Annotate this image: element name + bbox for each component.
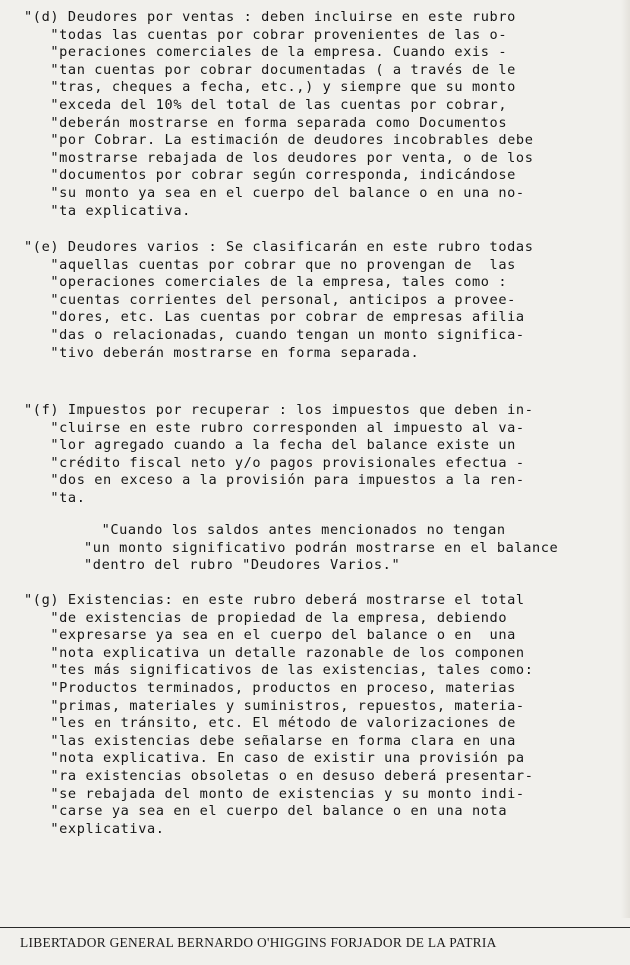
text-line: "un monto significativo podrán mostrarse en el balance — [84, 539, 559, 556]
text-line: "explicativa. — [24, 820, 165, 837]
text-line: "todas las cuentas por cobrar provenientes de las o- — [24, 26, 508, 43]
text-line: "ra existencias obsoletas o en desuso deberá presentar- — [24, 767, 534, 784]
text-line: "peraciones comerciales de la empresa. Cuando exis - — [24, 44, 508, 61]
text-line: "aquellas cuentas por cobrar que no provengan de las — [24, 256, 516, 273]
text-line: "tes más significativos de las existencias, tales como: — [24, 662, 534, 679]
text-line: "tan cuentas por cobrar documentadas ( a través de le — [24, 61, 516, 78]
paragraph-g-existencias — [24, 592, 533, 838]
text-line: "les en tránsito, etc. El método de valorizaciones de — [24, 715, 516, 732]
text-line: "(g) Existencias: en este rubro deberá mostrarse el total — [24, 592, 525, 608]
text-line: "nota explicativa un detalle razonable de los componen — [24, 644, 525, 661]
text-line: "tras, cheques a fecha, etc.,) y siempre que su monto — [24, 79, 516, 96]
text-line: "carse ya sea en el cuerpo del balance o en una nota — [24, 803, 508, 820]
text-line: "dos en exceso a la provisión para impuestos a la ren- — [24, 472, 525, 489]
paragraph-f-impuestos-por-recuperar — [24, 402, 533, 508]
paragraph-e-deudores-varios — [24, 239, 533, 362]
text-line: "ta explicativa. — [24, 202, 191, 219]
text-line: "primas, materiales y suministros, repuestos, materia- — [24, 697, 525, 714]
paragraph-d-deudores-por-ventas — [24, 9, 533, 220]
text-line: "ta. — [24, 489, 86, 506]
text-line: "deberán mostrarse en forma separada como Documentos — [24, 114, 508, 131]
text-line: "dores, etc. Las cuentas por cobrar de empresas afilia — [24, 309, 525, 326]
page-edge-shadow — [621, 0, 630, 918]
paragraph-note-saldos — [84, 522, 558, 575]
text-line: "lor agregado cuando a la fecha del balance existe un — [24, 437, 516, 454]
text-line: "cluirse en este rubro corresponden al impuesto al va- — [24, 419, 525, 436]
text-line: "operaciones comerciales de la empresa, tales como : — [24, 274, 508, 291]
text-line: "de existencias de propiedad de la empresa, debiendo — [24, 609, 508, 626]
text-line: "(d) Deudores por ventas : deben incluirse en este rubro — [24, 9, 516, 25]
text-line: "exceda del 10% del total de las cuentas por cobrar, — [24, 96, 508, 113]
text-line: "documentos por cobrar según corresponda, indicándose — [24, 167, 516, 184]
text-line: "Productos terminados, productos en proceso, materias — [24, 679, 516, 696]
text-line: "por Cobrar. La estimación de deudores incobrables debe — [24, 132, 534, 149]
text-line: "expresarse ya sea en el cuerpo del balance o en una — [24, 627, 516, 644]
text-line: "cuentas corrientes del personal, anticipos a provee- — [24, 291, 516, 308]
text-line: "(e) Deudores varios : Se clasificarán en este rubro todas — [24, 239, 534, 255]
text-line: "nota explicativa. En caso de existir una provisión pa — [24, 750, 525, 767]
text-line: "las existencias debe señalarse en forma clara en una — [24, 732, 516, 749]
text-line: "das o relacionadas, cuando tengan un monto significa- — [24, 326, 525, 343]
text-line: "su monto ya sea en el cuerpo del balance o en una no- — [24, 184, 525, 201]
text-line: "dentro del rubro "Deudores Varios." — [84, 557, 401, 574]
text-line: "mostrarse rebajada de los deudores por venta, o de los — [24, 149, 534, 166]
text-line: "(f) Impuestos por recuperar : los impuestos que deben in- — [24, 402, 534, 418]
text-line: "tivo deberán mostrarse en forma separada. — [24, 344, 420, 361]
text-line: "crédito fiscal neto y/o pagos provisionales efectua - — [24, 454, 525, 471]
text-line: "se rebajada del monto de existencias y su monto indi- — [24, 785, 525, 802]
footer-motto: LIBERTADOR GENERAL BERNARDO O'HIGGINS FORJADOR DE LA PATRIA — [20, 935, 497, 950]
footer-rule — [0, 927, 630, 928]
text-line: "Cuando los saldos antes mencionados no tengan — [84, 522, 506, 538]
